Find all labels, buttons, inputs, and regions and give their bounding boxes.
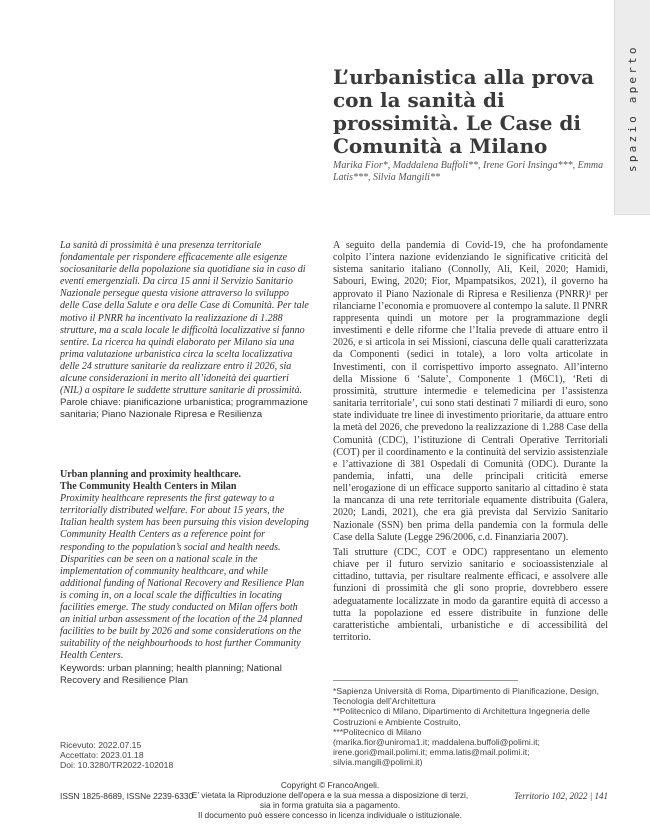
- article-title: L’urbanistica alla prova con la sanità di prossimità. Le Case di Comunità a Milano: [333, 65, 595, 158]
- section-tab: [614, 0, 650, 215]
- abstract-italian: [60, 240, 310, 421]
- body-text: [333, 240, 608, 647]
- body-paragraph-1: A seguito della pandemia di Covid-19, che ha profondamente colpito l’intera nazione evidenziando le significative criticità del sistema sanitario italiano (Connolly, Ali, Keil, 2020; Hamidi, Sabouri, Ewing, 2020; Fior, Mpampatsikos, 2021), il governo ha approvato il Piano Nazionale di Ripresa e Resilienza (PNRR)¹ per rilanciarne l’economia e promuovere al contempo la salute. Il PNRR rappresenta quindi un motore per la programmazione degli investimenti e delle riforme che l’Italia prevede di attuare entro il 2026, e si articola in sei Missioni, ciascuna delle quali caratterizzata da Componenti (sedici in totale), a loro volta articolate in Investimenti, con il corrispettivo importo assegnato. All’interno della Missione 6 ‘Salute’, Componente 1 (M6C1), ‘Reti di prossimità, strutture intermedie e telemedicina per l’assistenza sanitaria territoriale’, cui sono stati destinati 7 miliardi di euro, sono state individuate tre linee di investimento prioritarie, da attuare entro la metà del 2026, che prevedono la realizzazione di 1.288 Case della Comunità (CDC), l’istituzione di Centrali Operative Territoriali (COT) per il coordinamento e la continuità del servizio assistenziale e l’attivazione di 381 Ospedali di Comunità (ODC). Durante la pandemia, infatti, una delle principali criticità emerse nell’erogazione di un efficace supporto sanitario al cittadino è stata la mancanza di una rete territoriale equamente distribuita (Galera, 2020; Landi, 2021), che era già prevista dal Servizio Sanitario Nazionale (SSN) ben prima della pandemia con la formula delle Case della Salute (Legge 296/2006, c.d. Finanziaria 2007).: [333, 240, 608, 543]
- body-paragraph-2: Tali strutture (CDC, COT e ODC) rappresentano un elemento chiave per il futuro servizio sanitario e socioassistenziale al cittadino, tuttavia, per risultare realmente efficaci, e assolvere alle funzioni di prossimità che gli sono proprie, dovrebbero essere adeguatamente localizzate in modo da garantire equità di accesso a tutta la popolazione ed essere distribuite in funzione delle caratteristiche ambientali, urbanistiche e di accessibilità del territorio.: [333, 546, 608, 643]
- page-footer: [60, 780, 608, 824]
- footnote-emails-2: irene.gori@mail.polimi.it; emma.latis@mail.polimi.it;: [333, 747, 530, 758]
- copyright-line-2: sia in forma gratuita sia a pagamento.: [259, 800, 401, 810]
- accepted-date: Accettato: 2023.01.18: [60, 750, 144, 761]
- section-tab-label: spazio aperto: [626, 44, 639, 172]
- footnote-emails-1: (marika.fior@uniroma1.it; maddalena.buffoli@polimi.it;: [333, 737, 540, 748]
- footnote-affiliation-2: **Politecnico di Milano, Dipartimento di Architettura Ingegneria delle Costruzioni e Ambiente Costruito,: [333, 706, 590, 727]
- footnote-affiliation-3: ***Politecnico di Milano: [333, 726, 422, 737]
- article-authors: Marika Fior*, Maddalena Buffoli**, Irene Gori Insinga***, Emma Latis***, Silvia Mangili**: [333, 160, 604, 183]
- footnote-affiliation-1: *Sapienza Università di Roma, Dipartimento di Pianificazione, Design, Tecnologia dell’Architettura: [333, 686, 600, 707]
- abstract-english-text: Proximity healthcare represents the first gateway to a territorially distributed welfare. For about 15 years, the Italian health system has been pursuing this vision developing Community Health Centers as a reference point for responding to the population’s social and health needs. Disparities can be seen on a national scale in the implementation of community healthcare, and while additional funding of National Recovery and Resilience Plan is coming in, on a local scale the difficulties in locating facilities emerge. The study conducted on Milan offers both an initial urban assessment of the location of the 24 planned facilities to be built by 2026 and some considerations on the suitability of the neighbourhoods to host further Community Health Centers.: [60, 493, 309, 662]
- journal-issue-page: Territorio 102, 2022 | 141: [514, 791, 608, 801]
- abstract-english-title-line-2: The Community Health Centers in Milan: [60, 481, 237, 493]
- copyright-line-1: E’ vietata la Riproduzione dell'opera e la sua messa a disposizione di terzi,: [191, 790, 469, 800]
- footnote-emails-3: silvia.mangili@polimi.it): [333, 757, 423, 768]
- footnotes: [333, 686, 608, 768]
- publication-dates: [60, 740, 260, 771]
- copyright-notice: [180, 780, 480, 820]
- copyright: Copyright © FrancoAngeli.: [280, 780, 380, 790]
- doi: Doi: 10.3280/TR2022-102018: [60, 760, 174, 771]
- issn: ISSN 1825-8689, ISSNe 2239-6330: [60, 791, 194, 801]
- abstract-english: [60, 469, 310, 687]
- copyright-line-3: Il documento può essere concesso in licenza individuale o istituzionale.: [198, 810, 462, 820]
- keywords-italian: Parole chiave: pianificazione urbanistica; programmazione sanitaria; Piano Nazionale Ripresa e Resilienza: [60, 397, 308, 421]
- abstract-italian-text: La sanità di prossimità è una presenza territoriale fondamentale per rispondere efficacemente alle esigenze sociosanitarie della popolazione sia quotidiane sia in caso di eventi emergenziali. Da circa 15 anni il Servizio Sanitario Nazionale persegue questa visione attraverso lo sviluppo delle Case della Salute e ora delle Case di Comunità. Per tale motivo il PNRR ha incentivato la realizzazione di 1.288 strutture, ma a scala locale le difficoltà localizzative si fanno sentire. La ricerca ha quindi elaborato per Milano sia una prima valutazione urbanistica circa la scelta localizzativa delle 24 strutture sanitarie da realizzare entro il 2026, sia alcune considerazioni in merito all’idoneità dei quartieri (NIL) a ospitare le suddette strutture sanitarie di prossimità.: [60, 240, 309, 397]
- keywords-english: Keywords: urban planning; health planning; National Recovery and Resilience Plan: [60, 662, 282, 686]
- abstract-english-title-line-1: Urban planning and proximity healthcare.: [60, 469, 242, 480]
- received-date: Ricevuto: 2022.07.15: [60, 740, 142, 750]
- footnote-divider: [333, 680, 518, 681]
